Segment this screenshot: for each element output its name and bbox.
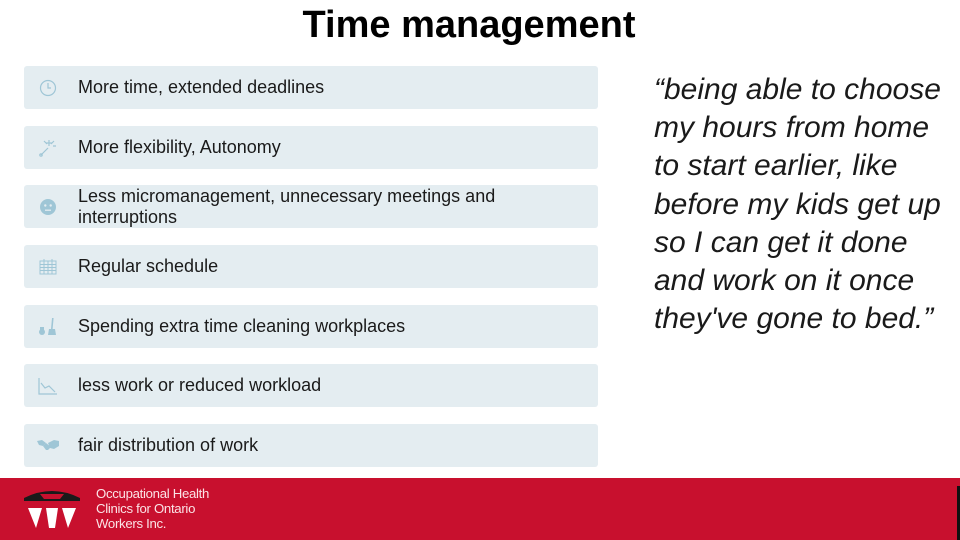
- list-item: [24, 185, 598, 228]
- sparkle-icon: [36, 136, 60, 160]
- list-item: [24, 364, 598, 407]
- slide-title: Time management: [302, 4, 636, 46]
- list-item-label: fair distribution of work: [78, 435, 259, 455]
- ohcow-logo-icon: [20, 488, 84, 532]
- list-item-label: Regular schedule: [78, 256, 219, 276]
- handshake-icon: [36, 434, 60, 458]
- list-item-label: Less micromanagement, unnecessary meetings and interruptions: [78, 185, 496, 227]
- list-item-label: More time, extended deadlines: [78, 77, 325, 97]
- footer-bar: [0, 478, 960, 540]
- list-item: [24, 305, 598, 348]
- list-item: [24, 424, 598, 467]
- cleaning-icon: [36, 315, 60, 339]
- calendar-icon: [36, 255, 60, 279]
- chart-down-icon: [36, 374, 60, 398]
- face-icon: [36, 195, 60, 219]
- list-item: [24, 66, 598, 109]
- org-name-line1: Occupational Health: [96, 486, 210, 501]
- clock-icon: [36, 76, 60, 100]
- list-item-label: less work or reduced workload: [78, 375, 322, 395]
- list-item: [24, 126, 598, 169]
- list-item: [24, 245, 598, 288]
- list-item-label: More flexibility, Autonomy: [78, 137, 281, 157]
- testimonial-quote: “being able to choose my hours from home to start earlier, like before my kids get up so I can get it done and work on it once they've gone to bed.”: [654, 73, 941, 336]
- org-name-line3: Workers Inc.: [96, 515, 167, 531]
- org-name: [96, 487, 209, 531]
- list-item-label: Spending extra time cleaning workplaces: [78, 316, 406, 336]
- org-name-line2: Clinics for Ontario: [96, 500, 196, 516]
